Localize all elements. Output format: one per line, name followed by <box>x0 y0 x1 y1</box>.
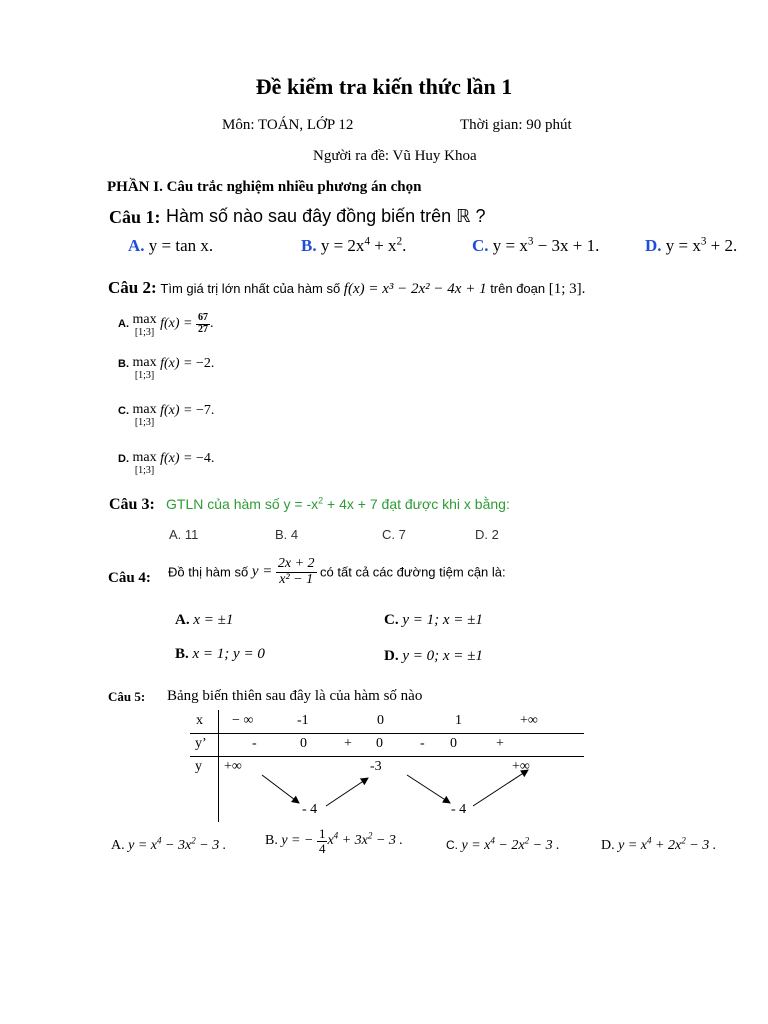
q2-function: f(x) = x³ − 2x² − 4x + 1 <box>343 281 487 297</box>
y-local-max: -3 <box>370 759 382 774</box>
yprime-sign-3: - <box>420 736 425 751</box>
q2-stem: Câu 2: Tìm giá trị lớn nhất của hàm số f(x) = x³ − 2x² − 4x + 1 trên đoạn [1; 3]. <box>108 278 586 297</box>
q2-label: Câu 2: <box>108 278 157 297</box>
arrow-decrease-2 <box>407 775 450 803</box>
page-title: Đề kiểm tra kiến thức lần 1 <box>255 74 513 99</box>
q5-option-b: B. y = − $\frac{1}{4}$ $x^4 + 3x^2 - 3$ . <box>265 826 403 856</box>
q3-text: GTLN của hàm số $y = -x^2 + 4x + 7$ đạt được khi x bằng: <box>166 495 510 512</box>
q5-option-a: A. $y = x^4 - 3x^2 - 3$ . <box>111 835 227 853</box>
q2-option-a: A. max [1;3] f(x) = $\frac{67}{27}$ . <box>118 312 214 338</box>
arrow-increase-2 <box>473 770 528 806</box>
q1-text: Hàm số nào sau đây đồng biến trên ℝ ? <box>166 206 486 226</box>
q1-label: Câu 1: <box>109 207 161 227</box>
author-line: Người ra đề: Vũ Huy Khoa <box>313 148 477 164</box>
q5-label: Câu 5: <box>108 689 146 704</box>
x-pos-inf: +∞ <box>520 713 538 728</box>
q4-option-d: D. y = 0; x = ±1 <box>384 648 483 664</box>
q4-option-c: C. y = 1; x = ±1 <box>384 612 483 628</box>
x-header: x <box>196 713 203 728</box>
q5-text: Bảng biến thiên sau đây là của hàm số nào <box>167 688 423 704</box>
q1-c-letter: C. <box>472 236 489 255</box>
q4-label: Câu 4: <box>108 570 151 586</box>
subject-line: Môn: TOÁN, LỚP 12 <box>222 117 354 133</box>
yprime-zero-3: 0 <box>450 736 457 751</box>
q1-c-math: $y = x^3 - 3x + 1$. <box>492 235 600 255</box>
q4-text: Đồ thị hàm số y = $\frac{2x + 2}{\text{x² − 1}}$ có tất cả các đường tiệm cận là: <box>168 556 506 587</box>
y-left-inf: +∞ <box>224 759 242 774</box>
x-neg-inf: − ∞ <box>232 713 254 728</box>
q1-a-letter: A. <box>128 236 145 255</box>
yprime-sign-1: - <box>252 736 257 751</box>
arrow-increase-1 <box>326 778 368 806</box>
q3-label: Câu 3: <box>109 496 155 513</box>
q1-d-letter: D. <box>645 236 662 255</box>
yprime-sign-2: + <box>344 736 352 751</box>
q2-option-b: B. max [1;3] f(x) = −2. <box>118 355 215 381</box>
q1-d-math: $y = x^3 + 2$. <box>665 235 738 255</box>
q3-option-d: D. 2 <box>475 527 499 542</box>
q2-option-c: C. max [1;3] f(x) = −7. <box>118 402 215 428</box>
yprime-sign-4: + <box>496 736 504 751</box>
q3-option-b: B. 4 <box>275 527 299 542</box>
arrow-decrease-1 <box>262 775 299 803</box>
q4-option-a: A. x = ±1 <box>175 612 234 628</box>
part1-heading: PHẦN I. Câu trắc nghiệm nhiều phương án chọn <box>107 179 422 195</box>
y-min-1: - 4 <box>302 802 318 817</box>
x-zero: 0 <box>377 713 384 728</box>
q5-option-c: C. $y = x^4 - 2x^2 - 3$ . <box>446 835 560 853</box>
q5-option-d: D. $y = x^4 + 2x^2 - 3$ . <box>601 835 717 853</box>
q1-a-math: y = tan x. <box>148 236 214 255</box>
y-right-inf: +∞ <box>512 759 530 774</box>
yprime-zero-1: 0 <box>300 736 307 751</box>
x-one: 1 <box>455 713 462 728</box>
x-minus-one: -1 <box>297 713 309 728</box>
yprime-header: y’ <box>195 736 207 751</box>
q3-option-a: A. 11 <box>169 527 199 542</box>
time-line: Thời gian: 90 phút <box>460 117 572 133</box>
q3-option-c: C. 7 <box>382 527 406 542</box>
yprime-zero-2: 0 <box>376 736 383 751</box>
y-min-2: - 4 <box>451 802 467 817</box>
q4-option-b: B. x = 1; y = 0 <box>175 646 265 662</box>
y-header: y <box>195 759 202 774</box>
q1-b-math: $y = 2x^4 + x^2$. <box>320 235 407 255</box>
q1-b-letter: B. <box>301 236 317 255</box>
q2-option-d: D. max [1;3] f(x) = −4. <box>118 450 215 476</box>
